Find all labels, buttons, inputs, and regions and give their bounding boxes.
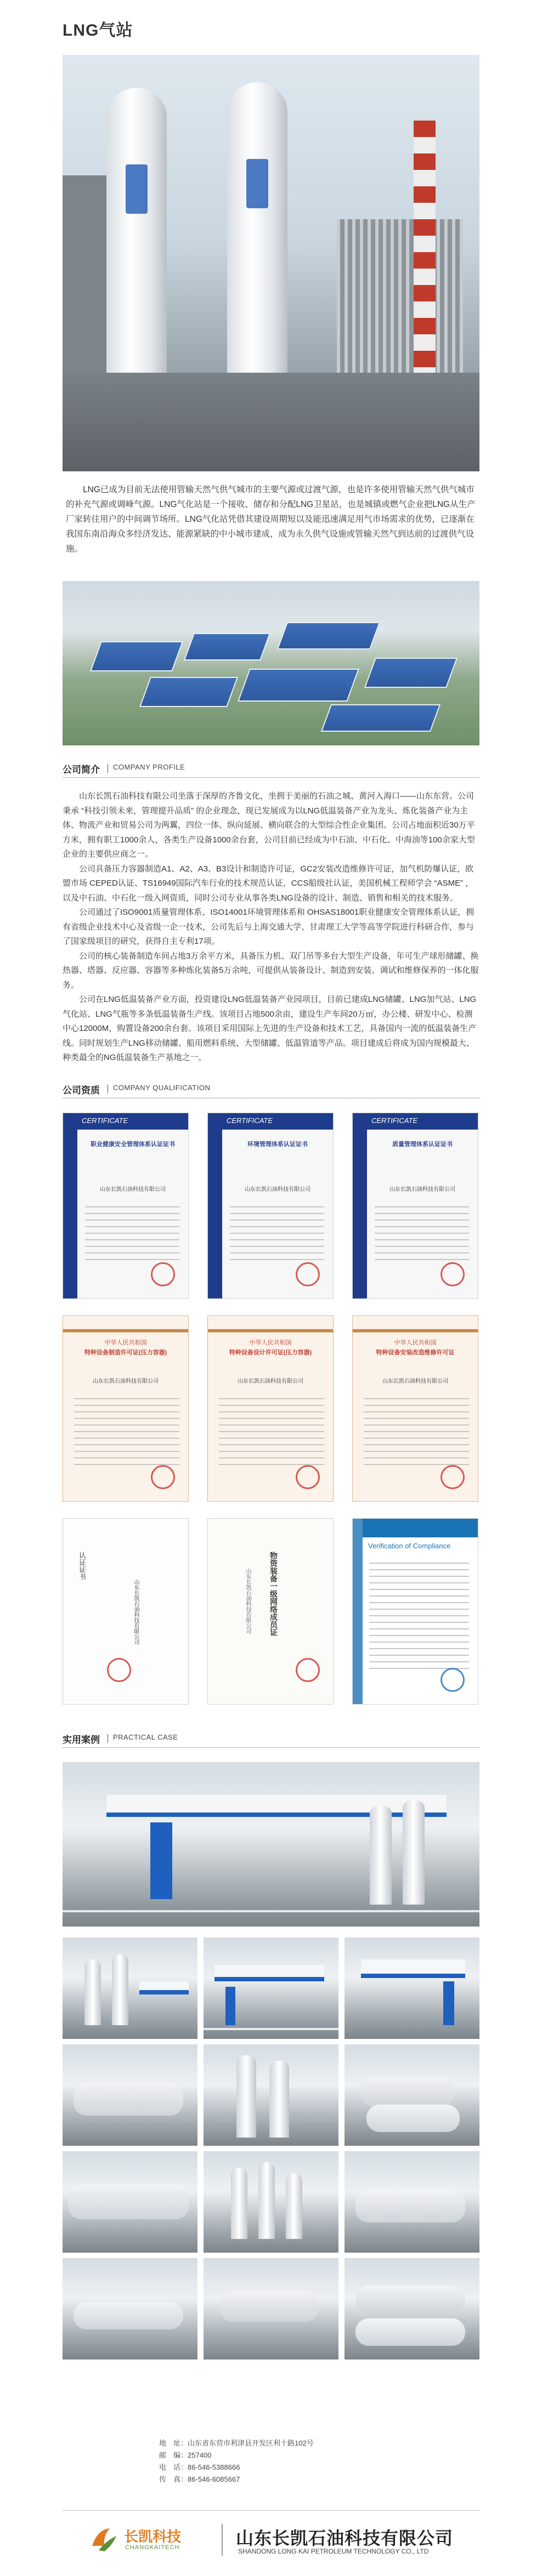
certificate-holder: 山东长凯石油科技有限公司 bbox=[382, 1378, 448, 1384]
case-photo bbox=[345, 2258, 479, 2360]
case-photo bbox=[204, 2151, 338, 2253]
section-subtitle: COMPANY QUALIFICATION bbox=[113, 1084, 211, 1092]
page-title: LNG气站 bbox=[63, 21, 133, 39]
certificate-header: CERTIFICATE bbox=[227, 1116, 273, 1125]
case-photo bbox=[63, 2044, 197, 2146]
profile-paragraph: 公司的核心装备制造车间占地3万余平方米，具备压力机、双门吊等多台大型生产设备，年可生产球形储罐、换热器、塔器、反应器、容器等多种炼化装备5万余吨，可提供从装备设计、制造到安装、调试和维修保养的一体化服务。 bbox=[63, 951, 479, 990]
hero-photo-lng-tanks bbox=[63, 55, 479, 471]
certificate-header: CERTIFICATE bbox=[371, 1116, 418, 1125]
factory-roof bbox=[364, 658, 458, 688]
contact-fax: 传 真：86-546-6085667 bbox=[159, 2475, 240, 2483]
certificate-design-licence bbox=[207, 1315, 334, 1502]
hero-tank-right bbox=[227, 82, 287, 373]
case-photo bbox=[204, 1937, 338, 2039]
certificate-title: 特种设备安装改造维修许可证 bbox=[376, 1349, 455, 1356]
case-photo bbox=[345, 2044, 479, 2146]
hero-chimney bbox=[414, 121, 436, 373]
logo-divider bbox=[222, 2524, 223, 2556]
certificate-holder: 山东长凯石油科技有限公司 bbox=[100, 1187, 166, 1193]
section-heading-cases bbox=[63, 1732, 479, 1748]
case-photo bbox=[345, 2151, 479, 2253]
section-title: 实用案例 bbox=[63, 1735, 100, 1745]
certificate-holder: 山东长凯石油科技有限公司 bbox=[389, 1187, 455, 1193]
intro-paragraph: LNG已成为目前无法使用管输天然气供气城市的主要气源或过渡气源，也是许多使用管输天然气供气城市的补充气源或调峰气源。LNG气化站是一个接收、储存和分配LNG卫星站，也是城镇或燃气企业把LNG从生产厂家转往用户的中间调节场所。LNG气化站凭借其建设周期短以及能迅速满足用气市场需求的优势，已逐渐在我国东南沿海众多经济发达、能源紧缺的中小城市建成，成为永久供气设施或管输天然气到达前的过渡供气设施。 bbox=[66, 485, 476, 554]
certificate-holder: 山东长凯石油科技有限公司 bbox=[245, 1568, 251, 1634]
certificate-title: Verification of Compliance bbox=[368, 1542, 451, 1550]
case-photo bbox=[204, 2258, 338, 2360]
hero-pipe-rack bbox=[337, 219, 463, 378]
factory-roof bbox=[184, 633, 270, 660]
certificate-holder: 山东长凯石油科技有限公司 bbox=[245, 1187, 310, 1193]
profile-paragraph: 公司通过了ISO9001质量管理体系、ISO14001环境管理体系和 OHSAS18001职业健康安全管理体系认证，拥有省级企业技术中心及省级一企一技术，公司先后与上海交通大学、甘肃理工大学等高等学院进行科研合作，参与了国家级项目的研究，获得自主专利17项。 bbox=[63, 908, 475, 946]
factory-roof bbox=[90, 641, 183, 671]
heading-rule bbox=[63, 1747, 479, 1748]
case-photo bbox=[63, 2151, 197, 2253]
hero-building bbox=[63, 175, 112, 373]
certificate-header: CERTIFICATE bbox=[82, 1116, 128, 1125]
certificate-title: 物资装备一级网络成员证 bbox=[269, 1552, 278, 1636]
certificate-holder: 山东长凯石油科技有限公司 bbox=[133, 1579, 139, 1645]
contact-info bbox=[159, 2437, 314, 2486]
certificate-title: 特种设备制造许可证(压力容器) bbox=[84, 1349, 167, 1356]
factory-roof bbox=[277, 622, 380, 649]
contact-phone: 电 话：86-546-5388666 bbox=[159, 2463, 240, 2471]
certificate-holder: 山东长凯石油科技有限公司 bbox=[238, 1378, 303, 1384]
factory-roof bbox=[238, 669, 359, 702]
certificate-title: 特种设备设计许可证(压力容器) bbox=[229, 1349, 312, 1356]
profile-paragraph: 山东长凯石油科技有限公司坐落于深厚的齐鲁文化，坐拥于美丽的石油之城、黄河入海口——山东东营。公司秉承 “科技引领未来，管理提升品质” 的企业理念，现已发展成为以LNG低温装备产业为龙头、炼化装备产业为主体、物流产业和贸易公司为两翼，四位一体、纵向延展、横向联合的大型综合性企业集团。公司占地面积近30万平方米，拥有职工1000余人，各类生产设备1000余台套，公司目前已经成为中石油、中石化、中海油等100余家大型企业的主要供应商之一。 bbox=[63, 791, 475, 859]
hero-ground bbox=[63, 373, 479, 471]
aerial-factory-photo bbox=[63, 581, 479, 745]
section-subtitle: COMPANY PROFILE bbox=[113, 763, 185, 771]
company-logo-icon bbox=[88, 2524, 120, 2556]
case-photo-lng-station-main bbox=[63, 1762, 479, 1927]
case-photo bbox=[204, 2044, 338, 2146]
certificate-header: 中华人民共和国 bbox=[394, 1340, 437, 1346]
factory-roof bbox=[139, 677, 238, 707]
certificate-verification-of-compliance bbox=[352, 1518, 478, 1705]
certificate-ohsas bbox=[63, 1113, 189, 1299]
certificate-holder: 山东长凯石油科技有限公司 bbox=[93, 1378, 159, 1384]
section-heading-profile bbox=[63, 762, 479, 778]
profile-paragraph: 公司具备压力容器制造A1、A2、A3、B3设计和制造许可证，GC2安装改造维修许可证，加气机防爆认证，欧盟市场 CEPED认证、TS16949国际汽车行业的技术规范认证，CCS船级社认证，美国机械工程师学会 “ASME” ，以及中石油、中石化一级入网资质，同时公司专业从事各类LNG设备的设计、制造、销售和相关的技术服务。 bbox=[63, 864, 474, 903]
logo-text-en: CHANGKAITECH bbox=[125, 2544, 180, 2551]
hero-tank-left bbox=[106, 88, 167, 373]
certificate-quality bbox=[352, 1113, 478, 1299]
company-profile-text bbox=[63, 789, 479, 1065]
case-photo bbox=[63, 1937, 197, 2039]
certificate-title: 环境管理体系认证证书 bbox=[247, 1141, 308, 1148]
certificate-header: 中华人民共和国 bbox=[249, 1340, 292, 1346]
company-name-cn: 山东长凯石油科技有限公司 bbox=[236, 2528, 454, 2548]
certificate-installation-licence bbox=[352, 1315, 478, 1502]
heading-rule bbox=[63, 777, 479, 778]
certificate-title: 质量管理体系认证证书 bbox=[392, 1141, 453, 1148]
logo-text-cn: 长凯科技 bbox=[124, 2528, 182, 2545]
section-heading-qualification bbox=[63, 1082, 479, 1099]
section-title: 公司资质 bbox=[63, 1085, 100, 1096]
certificate-network-member bbox=[207, 1518, 334, 1705]
certificate-title: 认证证书 bbox=[78, 1552, 86, 1580]
certificate-manufacturing-licence bbox=[63, 1315, 189, 1502]
case-photo bbox=[345, 1937, 479, 2039]
contact-address: 地 址：山东省东营市利津县开发区利十路102号 bbox=[159, 2439, 314, 2447]
certificate-title: 职业健康安全管理体系认证证书 bbox=[91, 1141, 175, 1148]
factory-roof bbox=[321, 704, 441, 732]
case-photo bbox=[63, 2258, 197, 2360]
certificate-approval bbox=[63, 1518, 189, 1705]
contact-postcode: 邮 编：257400 bbox=[159, 2451, 212, 2459]
section-title: 公司简介 bbox=[63, 765, 100, 775]
company-name-en: SHANDONG LONG KAI PETROLEUM TECHNOLOGY CO., LTD bbox=[238, 2547, 429, 2555]
profile-paragraph: 公司在LNG低温装备产业方面，投资建设LNG低温装备产业园项目，目前已建成LNG储罐、LNG加气站、LNG气化站、LNG气瓶等多条低温装备生产线。该项目占地500余亩，建设生产车间20万㎡，办公楼、研发中心、检测中心12000M，购置设备200余台套。该项目采用国际上先进的生产设备和技术工艺，具备国内一流的低温装备生产线。同时规划生产LNG移动储罐、船用燃料系统、大型储罐、低温管道等产品。项目建成后将成为国内规模最大、种类最全的NG低温装备生产基地之一。 bbox=[63, 995, 477, 1062]
footer-rule bbox=[63, 2510, 479, 2511]
certificate-header: 中华人民共和国 bbox=[104, 1340, 147, 1346]
certificate-environment bbox=[207, 1113, 334, 1299]
section-subtitle: PRACTICAL CASE bbox=[113, 1733, 178, 1741]
